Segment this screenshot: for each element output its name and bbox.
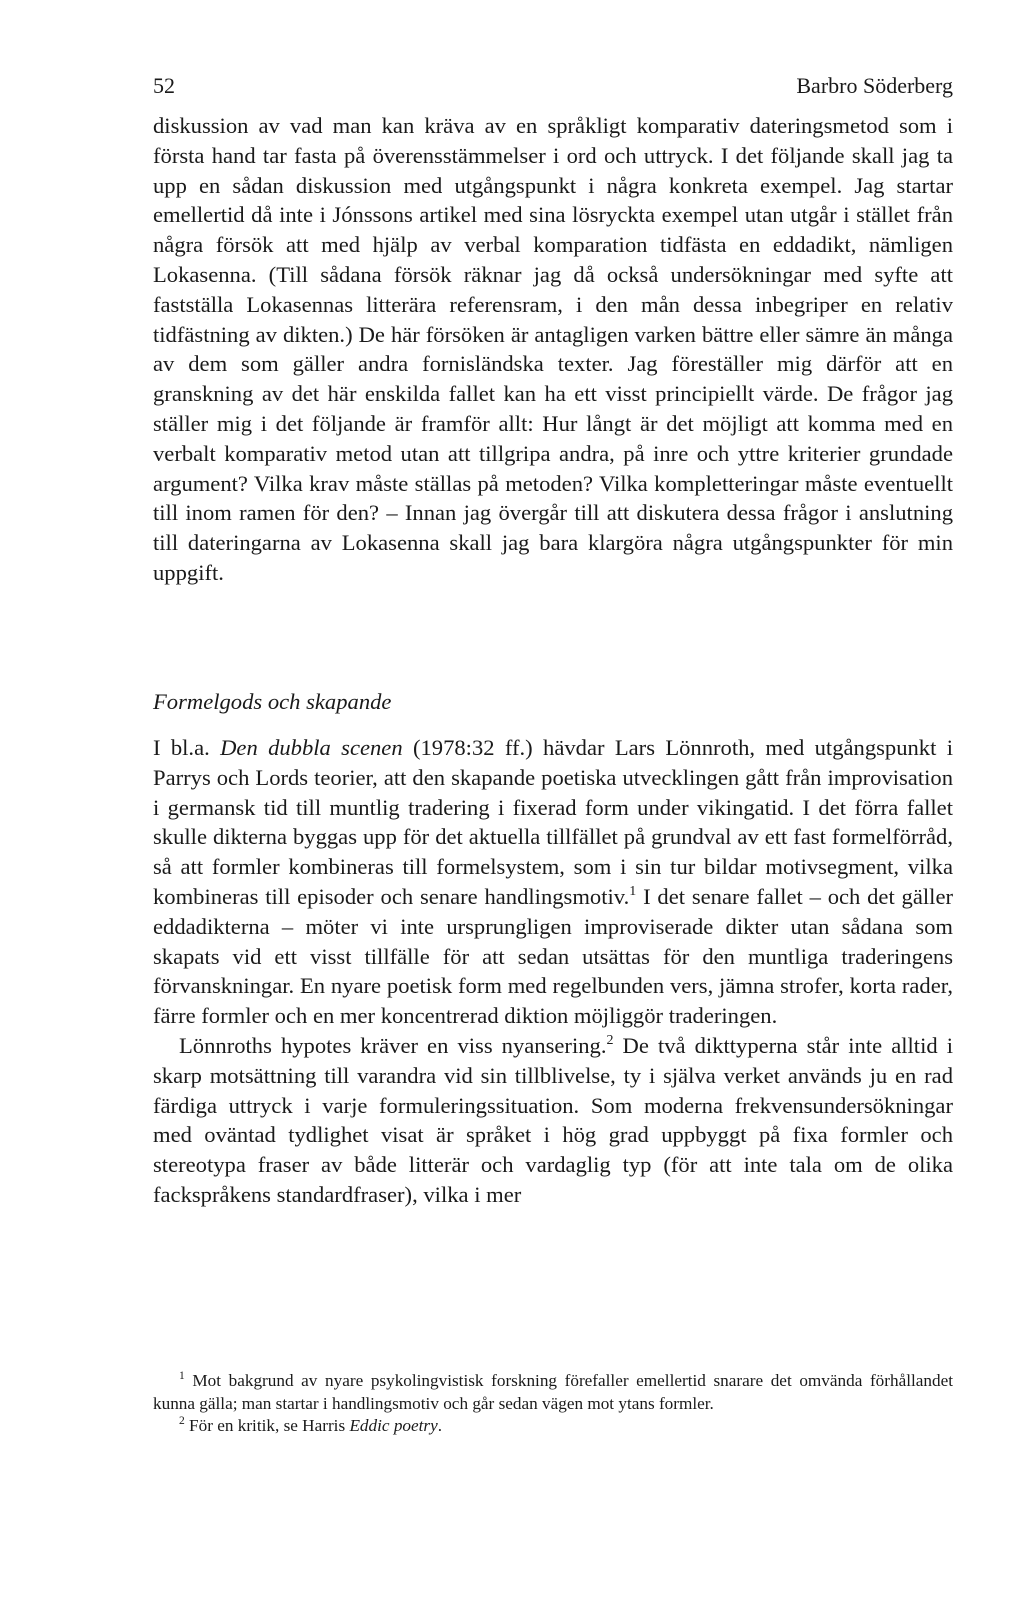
footnote-2 <box>153 1415 953 1438</box>
paragraph-2-lead: I bl.a. <box>153 735 221 760</box>
footnote-2-end: . <box>437 1416 443 1435</box>
body-text-block-2 <box>153 733 953 1210</box>
running-head <box>153 70 953 102</box>
body-text-block-1 <box>153 111 953 588</box>
paragraph-3-text-a: Lönnroths hypotes kräver en viss nyansering. <box>179 1032 607 1058</box>
footnote-2-number: 2 <box>179 1415 185 1427</box>
footnotes <box>153 1370 953 1438</box>
footnote-ref-2[interactable]: 2 <box>606 1032 614 1048</box>
footnote-ref-1[interactable]: 1 <box>629 883 637 899</box>
footnote-2-text: För en kritik, se Harris <box>184 1416 350 1435</box>
paragraph-3 <box>153 1031 953 1210</box>
section-heading: Formelgods och skapande <box>153 689 392 714</box>
footnote-2-cited-title: Eddic poetry <box>349 1416 438 1435</box>
footnote-1-text: Mot bakgrund av nyare psykolingvistisk forskning förefaller emellertid snarare det omvända förhållandet kunna gälla; man startar i handlingsmotiv och går sedan vägen mot ytans formler. <box>153 1371 953 1413</box>
running-head-author: Barbro Söderberg <box>796 73 953 98</box>
cited-book-title: Den dubbla scenen <box>220 735 403 760</box>
paragraph-3-text-b: De två dikttyperna står inte alltid i skarp motsättning till varandra vid sin tillblivelse, ty i själva verket används ju en rad färdiga uttryck i varje formuleringssituation. Som moderna frekvensundersökningar med oväntad tydlighet visat är språket i hög grad uppbyggt på fixa formler och stereotypa fraser av både litterär och vardaglig typ (för att inte tala om de olika fackspråkens standardfraser), vilka i mer <box>153 1032 953 1207</box>
paragraph-2 <box>153 733 953 1031</box>
paragraph-1: diskussion av vad man kan kräva av en språkligt komparativ dateringsmetod som i första hand tar fasta på överensstämmelser i ord och uttryck. I det följande skall jag ta upp en sådan diskussion med utgångspunkt i några konkreta exempel. Jag startar emellertid då inte i Jónssons artikel med sina lösryckta exempel utan utgår i stället från några försök att med hjälp av verbal komparation tidfästa en eddadikt, nämligen Lokasenna. (Till sådana försök räknar jag då också undersökningar med syfte att fastställa Lokasennas litterära referensram, i den mån dessa inbegriper en relativ tidfästning av dikten.) De här försöken är antagligen varken bättre eller sämre än många av dem som gäller andra fornisländska texter. Jag föreställer mig därför att en granskning av det här enskilda fallet kan ha ett visst principiellt värde. De frågor jag ställer mig i det följande är framför allt: Hur långt är det möjligt att komma med en verbalt komparativ metod utan att tillgripa andra, på inre och yttre kriterier grundade argument? Vilka krav måste ställas på metoden? Vilka kompletteringar måste eventuellt till inom ramen för den? – Innan jag övergår till att diskutera dessa frågor i anslutning till dateringarna av Lokasenna skall jag bara klargöra några utgångspunkter för min uppgift. <box>153 113 953 585</box>
paragraph-2-text-a: (1978:32 ff.) hävdar Lars Lönnroth, med utgångspunkt i Parrys och Lords teorier, att den skapande poetiska utvecklingen gått från improvisation i germansk tid till muntlig tradering i fixerad form under vikingatid. I det förra fallet skulle dikterna byggas upp för det aktuella tillfället på grundval av ett fast formelförråd, så att formler kombineras till formelsystem, som i sin tur bildar motivsegment, vilka kombineras till episoder och senare handlingsmotiv. <box>153 735 953 909</box>
paragraph-2-text-b: I det senare fallet – och det gäller eddadikterna – möter vi inte ursprungligen improviserade dikter utan sådana som skapats vid ett visst tillfälle för att sedan utsättas för den muntliga traderingens förvanskningar. En nyare poetisk form med regelbunden vers, jämna strofer, korta rader, färre formler och en mer koncentrerad diktion möjliggör traderingen. <box>153 883 953 1029</box>
page-number: 52 <box>153 73 175 98</box>
footnote-1-number: 1 <box>179 1370 185 1382</box>
footnote-1 <box>153 1370 953 1415</box>
